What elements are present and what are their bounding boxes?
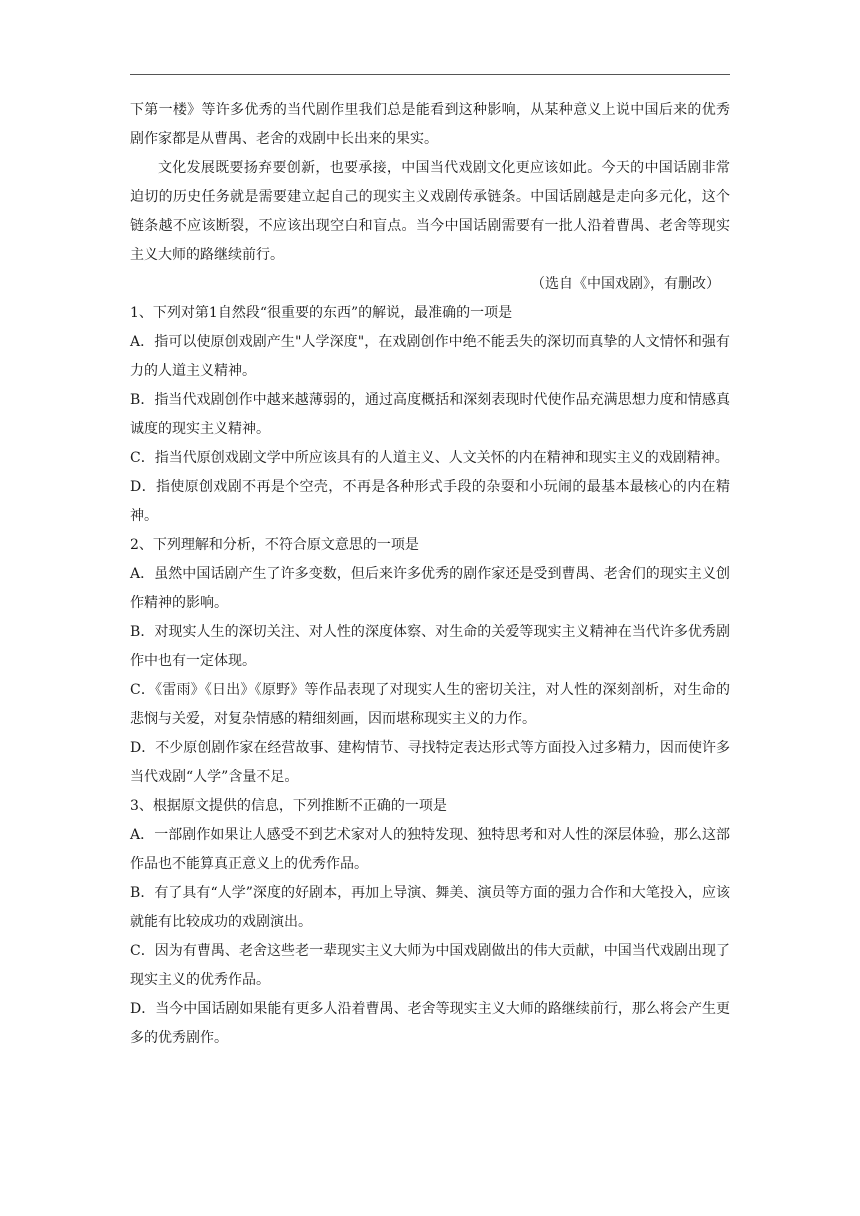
option-c: C．因为有曹禺、老舍这些老一辈现实主义大师为中国戏剧做出的伟大贡献，中国当代戏剧出现了现实主义的优秀作品。 <box>130 943 730 988</box>
option-d: D．不少原创剧作家在经营故事、建构情节、寻找特定表达形式等方面投入过多精力，因而使许多当代戏剧“人学”含量不足。 <box>130 740 730 785</box>
option-b: B．有了具有“人学”深度的好剧本，再加上导演、舞美、演员等方面的强力合作和大笔投入，应该就能有比较成功的戏剧演出。 <box>130 885 730 930</box>
source-citation: （选自《中国戏剧》，有删改） <box>531 276 720 292</box>
question-1 <box>130 299 730 531</box>
option-a: A．指可以使原创戏剧产生"人学深度"，在戏剧创作中绝不能丢失的深切而真挚的人文情怀和强有力的人道主义精神。 <box>130 334 730 379</box>
option-b: B．指当代戏剧创作中越来越薄弱的，通过高度概括和深刻表现时代使作品充满思想力度和情感真诚度的现实主义精神。 <box>130 392 730 437</box>
option-d: D．指使原创戏剧不再是个空壳，不再是各种形式手段的杂耍和小玩闹的最基本最核心的内在精神。 <box>130 479 730 524</box>
option-b: B．对现实人生的深切关注、对人性的深度体察、对生命的关爱等现实主义精神在当代许多优秀剧作中也有一定体现。 <box>130 624 730 669</box>
question-stem: 3、根据原文提供的信息，下列推断不正确的一项是 <box>130 798 447 814</box>
question-2 <box>130 531 730 792</box>
document-body <box>130 96 730 1053</box>
option-d: D．当今中国话剧如果能有更多人沿着曹禺、老舍等现实主义大师的路继续前行，那么将会产生更多的优秀剧作。 <box>130 1001 730 1046</box>
passage-paragraph-1: 下第一楼》等许多优秀的当代剧作里我们总是能看到这种影响，从某种意义上说中国后来的优秀剧作家都是从曹禺、老舍的戏剧中长出来的果实。 <box>130 102 730 147</box>
header-rule <box>130 74 730 75</box>
option-a: A．虽然中国话剧产生了许多变数，但后来许多优秀的剧作家还是受到曹禺、老舍们的现实主义创作精神的影响。 <box>130 566 730 611</box>
option-c: C．《雷雨》《日出》《原野》等作品表现了对现实人生的密切关注，对人性的深刻剖析，对生命的悲悯与关爱，对复杂情感的精细刻画，因而堪称现实主义的力作。 <box>130 682 730 727</box>
question-stem: 1、下列对第1自然段“很重要的东西”的解说，最准确的一项是 <box>130 305 513 321</box>
question-3 <box>130 792 730 1053</box>
option-a: A．一部剧作如果让人感受不到艺术家对人的独特发现、独特思考和对人性的深层体验，那么这部作品也不能算真正意义上的优秀作品。 <box>130 827 730 872</box>
option-c: C．指当代原创戏剧文学中所应该具有的人道主义、人文关怀的内在精神和现实主义的戏剧精神。 <box>130 450 729 466</box>
question-stem: 2、下列理解和分析，不符合原文意思的一项是 <box>130 537 419 553</box>
passage-paragraph-2: 文化发展既要扬弃要创新，也要承接，中国当代戏剧文化更应该如此。今天的中国话剧非常迫切的历史任务就是需要建立起自己的现实主义戏剧传承链条。中国话剧越是走向多元化，这个链条越不应该断裂，不应该出现空白和盲点。当今中国话剧需要有一批人沿着曹禺、老舍等现实主义大师的路继续前行。 <box>130 160 730 263</box>
